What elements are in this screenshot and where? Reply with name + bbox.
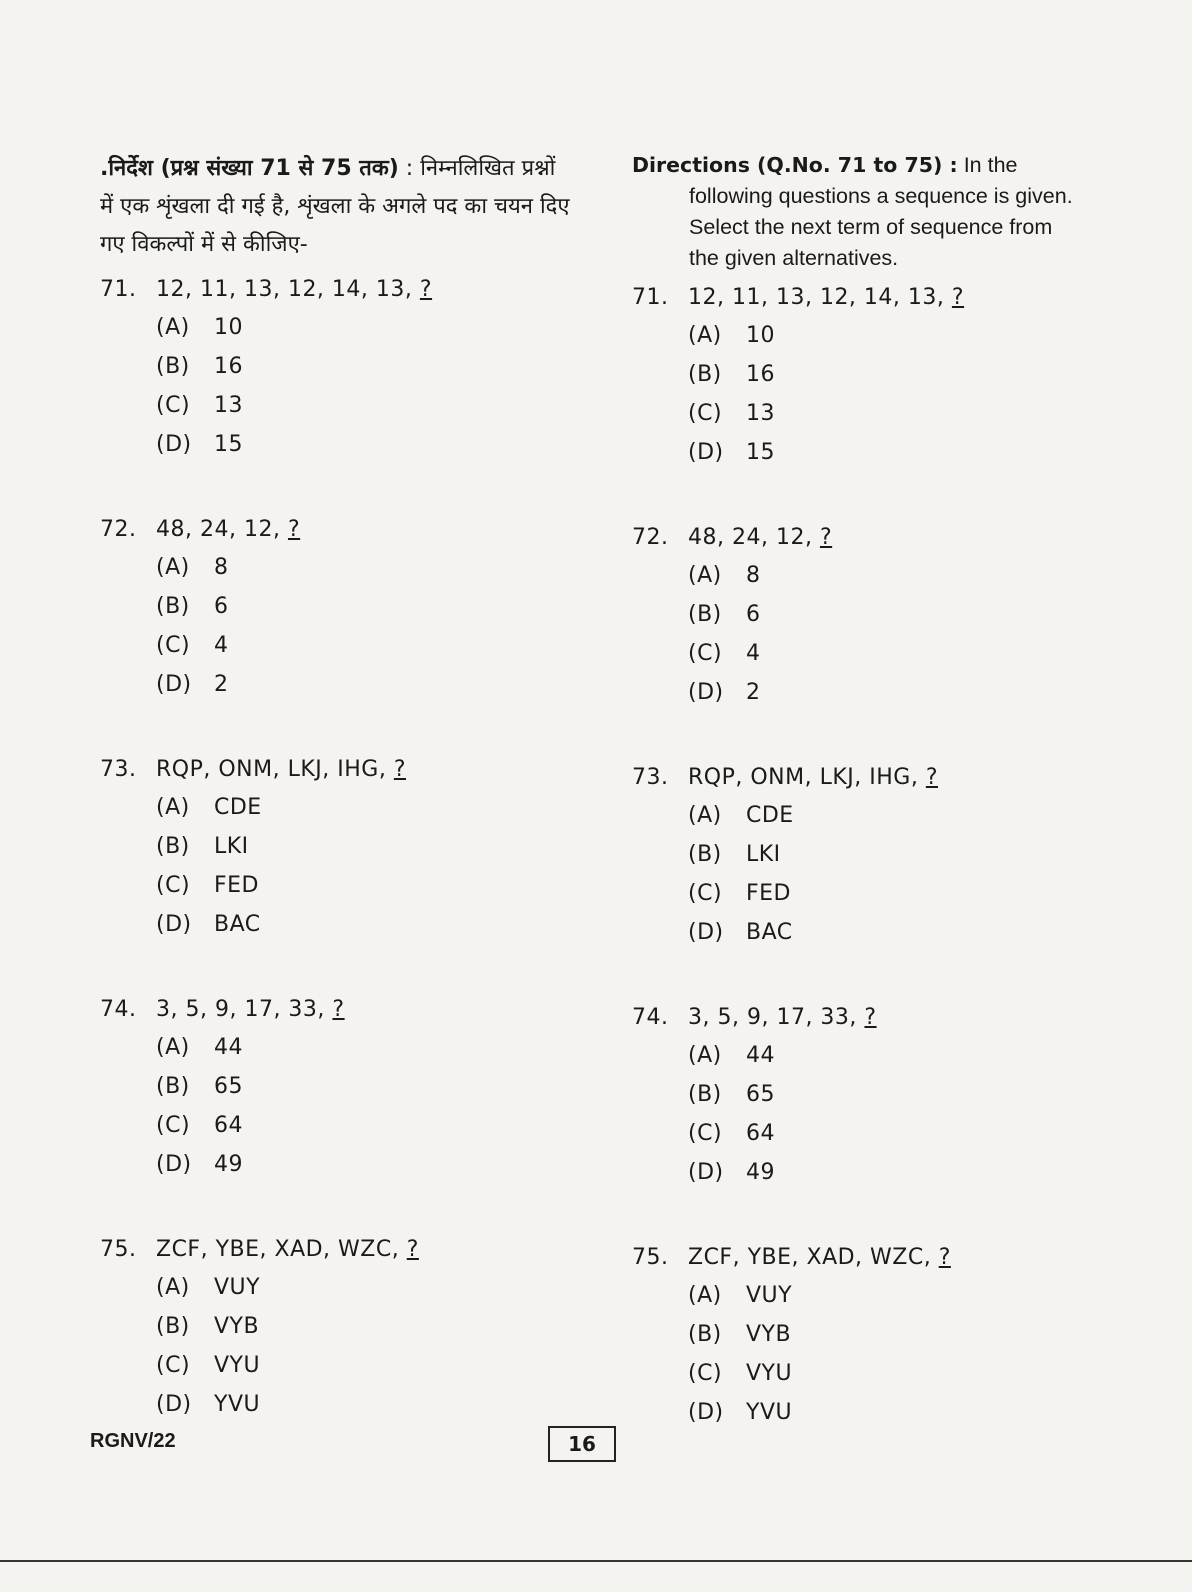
option-label: (D) — [156, 1392, 192, 1417]
option-value: 2 — [214, 672, 229, 697]
option-item — [688, 556, 1087, 595]
question-text — [100, 1232, 570, 1268]
question-number: 73. — [632, 765, 669, 790]
option-label: (C) — [156, 633, 191, 658]
question-number: 74. — [100, 997, 137, 1022]
question-spacer — [100, 1184, 570, 1232]
option-value: 16 — [214, 354, 243, 379]
option-value: VYU — [214, 1353, 261, 1378]
option-item — [156, 587, 570, 626]
hindi-question-73 — [100, 752, 570, 944]
option-value: 2 — [746, 680, 761, 705]
option-item — [156, 1028, 570, 1067]
english-directions-text: In the following questions a sequence is given. Select the next term of sequence from the given alternatives. — [689, 153, 1073, 270]
option-label: (A) — [156, 795, 190, 820]
option-item — [156, 1346, 570, 1385]
question-number: 71. — [632, 285, 669, 310]
question-sequence: RQP, ONM, LKJ, IHG, — [156, 757, 394, 782]
option-list — [632, 1276, 1087, 1432]
option-label: (B) — [156, 834, 190, 859]
option-value: 16 — [746, 362, 775, 387]
question-blank: ? — [393, 757, 407, 782]
bottom-rule — [0, 1560, 1192, 1562]
question-number: 71. — [100, 277, 137, 302]
question-sequence: 48, 24, 12, — [688, 525, 820, 550]
option-value: VUY — [746, 1283, 793, 1308]
question-text — [632, 1240, 1087, 1276]
question-blank: ? — [819, 525, 833, 550]
english-column — [632, 150, 1087, 1432]
option-label: (A) — [156, 1035, 190, 1060]
option-item — [156, 626, 570, 665]
option-item — [156, 827, 570, 866]
option-label: (B) — [156, 1314, 190, 1339]
question-sequence: 3, 5, 9, 17, 33, — [688, 1005, 865, 1030]
option-value: YVU — [746, 1400, 793, 1425]
option-label: (A) — [156, 1275, 190, 1300]
option-label: (B) — [688, 602, 722, 627]
question-text — [100, 992, 570, 1028]
question-spacer — [100, 464, 570, 512]
option-list — [100, 1268, 570, 1424]
option-value: 64 — [746, 1121, 775, 1146]
option-label: (B) — [688, 1322, 722, 1347]
question-number: 72. — [100, 517, 137, 542]
option-label: (D) — [688, 440, 724, 465]
option-item — [688, 796, 1087, 835]
option-label: (C) — [156, 1113, 191, 1138]
hindi-question-71 — [100, 272, 570, 464]
hindi-question-74 — [100, 992, 570, 1184]
option-item — [156, 425, 570, 464]
english-question-74 — [632, 1000, 1087, 1192]
question-spacer — [100, 944, 570, 992]
option-label: (C) — [156, 393, 191, 418]
option-label: (A) — [156, 315, 190, 340]
option-list — [100, 308, 570, 464]
option-item — [688, 1036, 1087, 1075]
option-item — [688, 1153, 1087, 1192]
option-value: FED — [214, 873, 259, 898]
option-item — [688, 1315, 1087, 1354]
option-item — [688, 355, 1087, 394]
option-label: (A) — [688, 1283, 722, 1308]
option-value: VUY — [214, 1275, 261, 1300]
option-list — [632, 316, 1087, 472]
question-sequence: 48, 24, 12, — [156, 517, 288, 542]
option-item — [156, 665, 570, 704]
hindi-column — [100, 150, 570, 1424]
option-label: (D) — [688, 1160, 724, 1185]
option-label: (B) — [688, 362, 722, 387]
option-label: (D) — [156, 912, 192, 937]
paper-code: RGNV/22 — [90, 1430, 176, 1452]
question-blank: ? — [864, 1005, 877, 1030]
option-label: (D) — [688, 920, 724, 945]
question-number: 75. — [100, 1237, 137, 1262]
option-item — [688, 1276, 1087, 1315]
question-text — [632, 760, 1087, 796]
option-label: (C) — [156, 1353, 191, 1378]
option-label: (A) — [688, 323, 722, 348]
option-item — [688, 913, 1087, 952]
option-value: 65 — [746, 1082, 775, 1107]
option-label: (C) — [688, 401, 723, 426]
option-value: VYB — [746, 1322, 792, 1347]
option-label: (C) — [156, 873, 191, 898]
question-sequence: 12, 11, 13, 12, 14, 13, — [156, 277, 420, 302]
option-label: (B) — [156, 594, 190, 619]
option-item — [156, 308, 570, 347]
option-item — [156, 788, 570, 827]
option-item — [688, 874, 1087, 913]
page-number: 16 — [548, 1426, 616, 1462]
option-label: (A) — [688, 563, 722, 588]
question-sequence: RQP, ONM, LKJ, IHG, — [688, 765, 926, 790]
option-label: (A) — [688, 803, 722, 828]
option-value: 6 — [746, 602, 761, 627]
option-value: BAC — [746, 920, 793, 945]
question-spacer — [632, 1192, 1087, 1240]
question-text — [632, 520, 1087, 556]
option-item — [688, 595, 1087, 634]
option-value: BAC — [214, 912, 261, 937]
option-value: 49 — [746, 1160, 775, 1185]
option-value: 10 — [214, 315, 243, 340]
option-item — [156, 386, 570, 425]
question-text — [100, 272, 570, 308]
option-label: (C) — [688, 881, 723, 906]
option-value: 8 — [214, 555, 229, 580]
option-item — [688, 835, 1087, 874]
question-blank: ? — [938, 1245, 951, 1270]
question-blank: ? — [951, 285, 965, 310]
option-label: (D) — [156, 432, 192, 457]
hindi-directions — [100, 150, 570, 264]
option-value: CDE — [746, 803, 794, 828]
option-item — [688, 1354, 1087, 1393]
option-item — [156, 548, 570, 587]
english-question-75 — [632, 1240, 1087, 1432]
option-item — [688, 433, 1087, 472]
option-item — [156, 347, 570, 386]
option-item — [156, 1106, 570, 1145]
option-value: 4 — [214, 633, 229, 658]
question-blank: ? — [925, 765, 939, 790]
option-item — [156, 1268, 570, 1307]
option-label: (B) — [688, 1082, 722, 1107]
option-value: 13 — [746, 401, 775, 426]
option-value: 13 — [214, 393, 243, 418]
option-label: (B) — [156, 1074, 190, 1099]
option-item — [156, 1067, 570, 1106]
option-value: 10 — [746, 323, 775, 348]
question-text — [632, 1000, 1087, 1036]
question-spacer — [100, 704, 570, 752]
option-item — [688, 634, 1087, 673]
option-value: LKI — [214, 834, 249, 859]
option-value: 6 — [214, 594, 229, 619]
option-value: 49 — [214, 1152, 243, 1177]
question-sequence: ZCF, YBE, XAD, WZC, — [688, 1245, 939, 1270]
option-item — [688, 316, 1087, 355]
option-item — [688, 394, 1087, 433]
option-value: 65 — [214, 1074, 243, 1099]
question-sequence: ZCF, YBE, XAD, WZC, — [156, 1237, 407, 1262]
option-list — [632, 1036, 1087, 1192]
option-item — [156, 905, 570, 944]
question-number: 72. — [632, 525, 669, 550]
option-label: (D) — [688, 680, 724, 705]
option-item — [688, 1075, 1087, 1114]
option-item — [156, 1385, 570, 1424]
question-text — [100, 512, 570, 548]
option-value: 8 — [746, 563, 761, 588]
option-value: 4 — [746, 641, 761, 666]
option-label: (C) — [688, 1121, 723, 1146]
option-item — [688, 673, 1087, 712]
option-item — [156, 1307, 570, 1346]
question-blank: ? — [419, 277, 433, 302]
question-sequence: 3, 5, 9, 17, 33, — [156, 997, 333, 1022]
option-value: 64 — [214, 1113, 243, 1138]
question-number: 73. — [100, 757, 137, 782]
hindi-question-72 — [100, 512, 570, 704]
question-text — [632, 280, 1087, 316]
question-blank: ? — [287, 517, 301, 542]
option-value: CDE — [214, 795, 262, 820]
english-question-71 — [632, 280, 1087, 472]
option-value: 15 — [214, 432, 243, 457]
option-value: VYB — [214, 1314, 260, 1339]
option-value: YVU — [214, 1392, 261, 1417]
option-label: (A) — [156, 555, 190, 580]
question-spacer — [632, 712, 1087, 760]
option-item — [156, 1145, 570, 1184]
option-item — [688, 1114, 1087, 1153]
question-sequence: 12, 11, 13, 12, 14, 13, — [688, 285, 952, 310]
question-spacer — [632, 472, 1087, 520]
option-item — [156, 866, 570, 905]
option-label: (B) — [156, 354, 190, 379]
option-value: 15 — [746, 440, 775, 465]
option-label: (D) — [156, 1152, 192, 1177]
option-list — [632, 796, 1087, 952]
english-directions — [632, 150, 1087, 274]
option-list — [100, 788, 570, 944]
option-item — [688, 1393, 1087, 1432]
english-directions-heading: Directions (Q.No. 71 to 75) : — [632, 153, 958, 177]
option-list — [632, 556, 1087, 712]
option-value: VYU — [746, 1361, 793, 1386]
question-text — [100, 752, 570, 788]
hindi-directions-heading: .निर्देश (प्रश्न संख्या 71 से 75 तक) — [100, 156, 399, 181]
english-question-73 — [632, 760, 1087, 952]
hindi-question-list — [100, 272, 570, 1424]
question-spacer — [632, 952, 1087, 1000]
option-label: (A) — [688, 1043, 722, 1068]
english-question-72 — [632, 520, 1087, 712]
option-label: (C) — [688, 641, 723, 666]
option-list — [100, 548, 570, 704]
question-number: 75. — [632, 1245, 669, 1270]
question-blank: ? — [332, 997, 345, 1022]
question-number: 74. — [632, 1005, 669, 1030]
english-question-list — [632, 280, 1087, 1432]
option-label: (D) — [688, 1400, 724, 1425]
hindi-directions-text: : निम्नलिखित प्रश्नों में एक शृंखला दी गई है, शृंखला के अगले पद का चयन दिए गए विकल्पों में से कीजिए- — [100, 156, 570, 257]
question-blank: ? — [406, 1237, 419, 1262]
option-list — [100, 1028, 570, 1184]
option-value: 44 — [214, 1035, 243, 1060]
option-label: (C) — [688, 1361, 723, 1386]
option-value: LKI — [746, 842, 781, 867]
option-label: (D) — [156, 672, 192, 697]
option-value: FED — [746, 881, 791, 906]
hindi-question-75 — [100, 1232, 570, 1424]
option-value: 44 — [746, 1043, 775, 1068]
option-label: (B) — [688, 842, 722, 867]
